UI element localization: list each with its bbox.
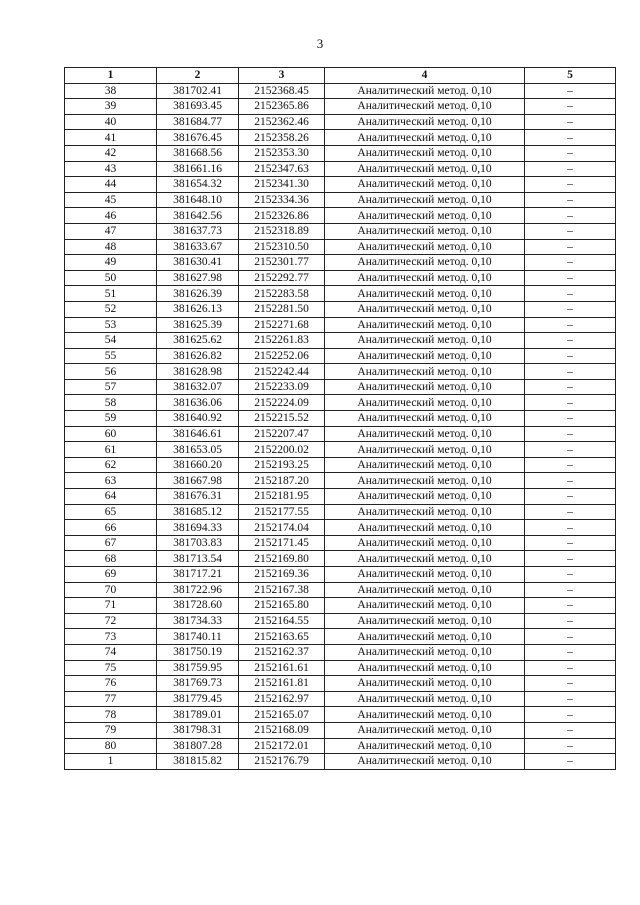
y-coordinate-cell: 2152167.38: [239, 582, 325, 598]
x-coordinate-cell: 381646.61: [157, 426, 239, 442]
point-number-cell: 59: [65, 411, 157, 427]
method-cell: Аналитический метод. 0,10: [325, 177, 525, 193]
point-number-cell: 71: [65, 598, 157, 614]
point-number-cell: 50: [65, 270, 157, 286]
table-row: [65, 177, 616, 193]
table-row: [65, 239, 616, 255]
point-number-cell: 40: [65, 114, 157, 130]
method-cell: Аналитический метод. 0,10: [325, 411, 525, 427]
y-coordinate-cell: 2152200.02: [239, 442, 325, 458]
remark-cell: –: [525, 379, 616, 395]
x-coordinate-cell: 381667.98: [157, 473, 239, 489]
remark-cell: –: [525, 426, 616, 442]
x-coordinate-cell: 381676.31: [157, 489, 239, 505]
remark-cell: –: [525, 473, 616, 489]
remark-cell: –: [525, 223, 616, 239]
point-number-cell: 75: [65, 660, 157, 676]
x-coordinate-cell: 381626.82: [157, 348, 239, 364]
method-cell: Аналитический метод. 0,10: [325, 130, 525, 146]
remark-cell: –: [525, 520, 616, 536]
x-coordinate-cell: 381676.45: [157, 130, 239, 146]
point-number-cell: 63: [65, 473, 157, 489]
method-cell: Аналитический метод. 0,10: [325, 364, 525, 380]
point-number-cell: 62: [65, 457, 157, 473]
remark-cell: –: [525, 83, 616, 99]
y-coordinate-cell: 2152261.83: [239, 333, 325, 349]
method-cell: Аналитический метод. 0,10: [325, 629, 525, 645]
method-cell: Аналитический метод. 0,10: [325, 644, 525, 660]
x-coordinate-cell: 381703.83: [157, 535, 239, 551]
y-coordinate-cell: 2152301.77: [239, 255, 325, 271]
table-row: [65, 317, 616, 333]
method-cell: Аналитический метод. 0,10: [325, 208, 525, 224]
x-coordinate-cell: 381779.45: [157, 691, 239, 707]
y-coordinate-cell: 2152165.80: [239, 598, 325, 614]
column-header-2: 2: [157, 68, 239, 84]
table-row: [65, 192, 616, 208]
x-coordinate-cell: 381625.39: [157, 317, 239, 333]
x-coordinate-cell: 381632.07: [157, 379, 239, 395]
table-row: [65, 457, 616, 473]
x-coordinate-cell: 381722.96: [157, 582, 239, 598]
table-row: [65, 598, 616, 614]
remark-cell: –: [525, 192, 616, 208]
point-number-cell: 70: [65, 582, 157, 598]
point-number-cell: 61: [65, 442, 157, 458]
x-coordinate-cell: 381759.95: [157, 660, 239, 676]
x-coordinate-cell: 381661.16: [157, 161, 239, 177]
remark-cell: –: [525, 239, 616, 255]
remark-cell: –: [525, 395, 616, 411]
y-coordinate-cell: 2152271.68: [239, 317, 325, 333]
method-cell: Аналитический метод. 0,10: [325, 395, 525, 411]
table-row: [65, 504, 616, 520]
point-number-cell: 47: [65, 223, 157, 239]
remark-cell: –: [525, 598, 616, 614]
table-row: [65, 489, 616, 505]
y-coordinate-cell: 2152341.30: [239, 177, 325, 193]
method-cell: Аналитический метод. 0,10: [325, 255, 525, 271]
column-header-3: 3: [239, 68, 325, 84]
y-coordinate-cell: 2152161.81: [239, 676, 325, 692]
method-cell: Аналитический метод. 0,10: [325, 707, 525, 723]
y-coordinate-cell: 2152162.97: [239, 691, 325, 707]
y-coordinate-cell: 2152365.86: [239, 99, 325, 115]
remark-cell: –: [525, 629, 616, 645]
x-coordinate-cell: 381798.31: [157, 722, 239, 738]
method-cell: Аналитический метод. 0,10: [325, 691, 525, 707]
method-cell: Аналитический метод. 0,10: [325, 239, 525, 255]
method-cell: Аналитический метод. 0,10: [325, 333, 525, 349]
y-coordinate-cell: 2152162.37: [239, 644, 325, 660]
point-number-cell: 79: [65, 722, 157, 738]
y-coordinate-cell: 2152353.30: [239, 145, 325, 161]
y-coordinate-cell: 2152163.65: [239, 629, 325, 645]
table-row: [65, 83, 616, 99]
table-row: [65, 333, 616, 349]
method-cell: Аналитический метод. 0,10: [325, 426, 525, 442]
x-coordinate-cell: 381685.12: [157, 504, 239, 520]
table-row: [65, 754, 616, 770]
point-number-cell: 46: [65, 208, 157, 224]
table-row: [65, 738, 616, 754]
x-coordinate-cell: 381628.98: [157, 364, 239, 380]
point-number-cell: 67: [65, 535, 157, 551]
table-row: [65, 395, 616, 411]
remark-cell: –: [525, 676, 616, 692]
x-coordinate-cell: 381626.39: [157, 286, 239, 302]
point-number-cell: 53: [65, 317, 157, 333]
method-cell: Аналитический метод. 0,10: [325, 598, 525, 614]
y-coordinate-cell: 2152171.45: [239, 535, 325, 551]
point-number-cell: 74: [65, 644, 157, 660]
method-cell: Аналитический метод. 0,10: [325, 489, 525, 505]
x-coordinate-cell: 381713.54: [157, 551, 239, 567]
x-coordinate-cell: 381637.73: [157, 223, 239, 239]
y-coordinate-cell: 2152174.04: [239, 520, 325, 536]
y-coordinate-cell: 2152358.26: [239, 130, 325, 146]
point-number-cell: 66: [65, 520, 157, 536]
method-cell: Аналитический метод. 0,10: [325, 551, 525, 567]
y-coordinate-cell: 2152283.58: [239, 286, 325, 302]
y-coordinate-cell: 2152362.46: [239, 114, 325, 130]
table-header-row: [65, 68, 616, 84]
table-row: [65, 223, 616, 239]
x-coordinate-cell: 381625.62: [157, 333, 239, 349]
method-cell: Аналитический метод. 0,10: [325, 567, 525, 583]
point-number-cell: 39: [65, 99, 157, 115]
table-row: [65, 691, 616, 707]
x-coordinate-cell: 381642.56: [157, 208, 239, 224]
x-coordinate-cell: 381654.32: [157, 177, 239, 193]
point-number-cell: 54: [65, 333, 157, 349]
x-coordinate-cell: 381702.41: [157, 83, 239, 99]
y-coordinate-cell: 2152224.09: [239, 395, 325, 411]
point-number-cell: 41: [65, 130, 157, 146]
x-coordinate-cell: 381653.05: [157, 442, 239, 458]
y-coordinate-cell: 2152177.55: [239, 504, 325, 520]
remark-cell: –: [525, 567, 616, 583]
point-number-cell: 56: [65, 364, 157, 380]
column-header-5: 5: [525, 68, 616, 84]
y-coordinate-cell: 2152334.36: [239, 192, 325, 208]
method-cell: Аналитический метод. 0,10: [325, 317, 525, 333]
y-coordinate-cell: 2152164.55: [239, 613, 325, 629]
table-body: [65, 83, 616, 769]
point-number-cell: 1: [65, 754, 157, 770]
point-number-cell: 69: [65, 567, 157, 583]
remark-cell: –: [525, 333, 616, 349]
table-row: [65, 286, 616, 302]
y-coordinate-cell: 2152169.80: [239, 551, 325, 567]
point-number-cell: 65: [65, 504, 157, 520]
table-row: [65, 660, 616, 676]
remark-cell: –: [525, 286, 616, 302]
remark-cell: –: [525, 130, 616, 146]
method-cell: Аналитический метод. 0,10: [325, 145, 525, 161]
table-row: [65, 114, 616, 130]
point-number-cell: 77: [65, 691, 157, 707]
table-row: [65, 348, 616, 364]
y-coordinate-cell: 2152242.44: [239, 364, 325, 380]
y-coordinate-cell: 2152207.47: [239, 426, 325, 442]
x-coordinate-cell: 381636.06: [157, 395, 239, 411]
remark-cell: –: [525, 613, 616, 629]
x-coordinate-cell: 381633.67: [157, 239, 239, 255]
y-coordinate-cell: 2152169.36: [239, 567, 325, 583]
y-coordinate-cell: 2152165.07: [239, 707, 325, 723]
point-number-cell: 43: [65, 161, 157, 177]
y-coordinate-cell: 2152233.09: [239, 379, 325, 395]
point-number-cell: 68: [65, 551, 157, 567]
x-coordinate-cell: 381789.01: [157, 707, 239, 723]
table-row: [65, 629, 616, 645]
point-number-cell: 42: [65, 145, 157, 161]
y-coordinate-cell: 2152176.79: [239, 754, 325, 770]
remark-cell: –: [525, 114, 616, 130]
point-number-cell: 51: [65, 286, 157, 302]
point-number-cell: 38: [65, 83, 157, 99]
x-coordinate-cell: 381693.45: [157, 99, 239, 115]
table-row: [65, 535, 616, 551]
method-cell: Аналитический метод. 0,10: [325, 161, 525, 177]
remark-cell: –: [525, 99, 616, 115]
point-number-cell: 60: [65, 426, 157, 442]
point-number-cell: 52: [65, 301, 157, 317]
remark-cell: –: [525, 301, 616, 317]
table-row: [65, 208, 616, 224]
table-row: [65, 613, 616, 629]
remark-cell: –: [525, 161, 616, 177]
remark-cell: –: [525, 754, 616, 770]
x-coordinate-cell: 381694.33: [157, 520, 239, 536]
x-coordinate-cell: 381630.41: [157, 255, 239, 271]
remark-cell: –: [525, 177, 616, 193]
table-row: [65, 426, 616, 442]
method-cell: Аналитический метод. 0,10: [325, 676, 525, 692]
method-cell: Аналитический метод. 0,10: [325, 520, 525, 536]
x-coordinate-cell: 381769.73: [157, 676, 239, 692]
y-coordinate-cell: 2152281.50: [239, 301, 325, 317]
method-cell: Аналитический метод. 0,10: [325, 738, 525, 754]
y-coordinate-cell: 2152326.86: [239, 208, 325, 224]
remark-cell: –: [525, 255, 616, 271]
y-coordinate-cell: 2152292.77: [239, 270, 325, 286]
method-cell: Аналитический метод. 0,10: [325, 114, 525, 130]
y-coordinate-cell: 2152168.09: [239, 722, 325, 738]
y-coordinate-cell: 2152161.61: [239, 660, 325, 676]
remark-cell: –: [525, 317, 616, 333]
point-number-cell: 49: [65, 255, 157, 271]
point-number-cell: 73: [65, 629, 157, 645]
table-row: [65, 379, 616, 395]
method-cell: Аналитический метод. 0,10: [325, 99, 525, 115]
method-cell: Аналитический метод. 0,10: [325, 348, 525, 364]
page-number: 3: [316, 36, 324, 51]
point-number-cell: 55: [65, 348, 157, 364]
y-coordinate-cell: 2152252.06: [239, 348, 325, 364]
remark-cell: –: [525, 457, 616, 473]
table-row: [65, 161, 616, 177]
point-number-cell: 48: [65, 239, 157, 255]
x-coordinate-cell: 381640.92: [157, 411, 239, 427]
x-coordinate-cell: 381807.28: [157, 738, 239, 754]
table-row: [65, 722, 616, 738]
method-cell: Аналитический метод. 0,10: [325, 83, 525, 99]
remark-cell: –: [525, 582, 616, 598]
remark-cell: –: [525, 551, 616, 567]
method-cell: Аналитический метод. 0,10: [325, 660, 525, 676]
remark-cell: –: [525, 411, 616, 427]
table-row: [65, 130, 616, 146]
method-cell: Аналитический метод. 0,10: [325, 457, 525, 473]
y-coordinate-cell: 2152181.95: [239, 489, 325, 505]
remark-cell: –: [525, 270, 616, 286]
point-number-cell: 58: [65, 395, 157, 411]
method-cell: Аналитический метод. 0,10: [325, 473, 525, 489]
table-row: [65, 676, 616, 692]
remark-cell: –: [525, 691, 616, 707]
table-row: [65, 145, 616, 161]
method-cell: Аналитический метод. 0,10: [325, 722, 525, 738]
y-coordinate-cell: 2152193.25: [239, 457, 325, 473]
x-coordinate-cell: 381728.60: [157, 598, 239, 614]
table-row: [65, 99, 616, 115]
method-cell: Аналитический метод. 0,10: [325, 442, 525, 458]
remark-cell: –: [525, 535, 616, 551]
remark-cell: –: [525, 722, 616, 738]
remark-cell: –: [525, 442, 616, 458]
coordinates-table: [64, 67, 616, 770]
table-row: [65, 473, 616, 489]
y-coordinate-cell: 2152368.45: [239, 83, 325, 99]
method-cell: Аналитический метод. 0,10: [325, 535, 525, 551]
column-header-4: 4: [325, 68, 525, 84]
x-coordinate-cell: 381648.10: [157, 192, 239, 208]
y-coordinate-cell: 2152172.01: [239, 738, 325, 754]
remark-cell: –: [525, 504, 616, 520]
point-number-cell: 64: [65, 489, 157, 505]
point-number-cell: 76: [65, 676, 157, 692]
point-number-cell: 72: [65, 613, 157, 629]
remark-cell: –: [525, 348, 616, 364]
table-row: [65, 364, 616, 380]
point-number-cell: 44: [65, 177, 157, 193]
x-coordinate-cell: 381734.33: [157, 613, 239, 629]
method-cell: Аналитический метод. 0,10: [325, 582, 525, 598]
table-row: [65, 442, 616, 458]
x-coordinate-cell: 381668.56: [157, 145, 239, 161]
point-number-cell: 80: [65, 738, 157, 754]
method-cell: Аналитический метод. 0,10: [325, 613, 525, 629]
y-coordinate-cell: 2152347.63: [239, 161, 325, 177]
point-number-cell: 57: [65, 379, 157, 395]
table-row: [65, 567, 616, 583]
method-cell: Аналитический метод. 0,10: [325, 223, 525, 239]
y-coordinate-cell: 2152215.52: [239, 411, 325, 427]
method-cell: Аналитический метод. 0,10: [325, 379, 525, 395]
table-row: [65, 270, 616, 286]
remark-cell: –: [525, 644, 616, 660]
remark-cell: –: [525, 707, 616, 723]
table-row: [65, 255, 616, 271]
table-row: [65, 301, 616, 317]
method-cell: Аналитический метод. 0,10: [325, 286, 525, 302]
table-row: [65, 644, 616, 660]
x-coordinate-cell: 381740.11: [157, 629, 239, 645]
x-coordinate-cell: 381627.98: [157, 270, 239, 286]
x-coordinate-cell: 381815.82: [157, 754, 239, 770]
y-coordinate-cell: 2152318.89: [239, 223, 325, 239]
y-coordinate-cell: 2152187.20: [239, 473, 325, 489]
remark-cell: –: [525, 364, 616, 380]
x-coordinate-cell: 381684.77: [157, 114, 239, 130]
method-cell: Аналитический метод. 0,10: [325, 270, 525, 286]
table-row: [65, 411, 616, 427]
method-cell: Аналитический метод. 0,10: [325, 301, 525, 317]
y-coordinate-cell: 2152310.50: [239, 239, 325, 255]
table-row: [65, 707, 616, 723]
method-cell: Аналитический метод. 0,10: [325, 192, 525, 208]
table-row: [65, 582, 616, 598]
method-cell: Аналитический метод. 0,10: [325, 504, 525, 520]
x-coordinate-cell: 381717.21: [157, 567, 239, 583]
remark-cell: –: [525, 208, 616, 224]
x-coordinate-cell: 381750.19: [157, 644, 239, 660]
column-header-1: 1: [65, 68, 157, 84]
x-coordinate-cell: 381660.20: [157, 457, 239, 473]
x-coordinate-cell: 381626.13: [157, 301, 239, 317]
table-row: [65, 551, 616, 567]
point-number-cell: 45: [65, 192, 157, 208]
remark-cell: –: [525, 489, 616, 505]
remark-cell: –: [525, 738, 616, 754]
method-cell: Аналитический метод. 0,10: [325, 754, 525, 770]
remark-cell: –: [525, 660, 616, 676]
remark-cell: –: [525, 145, 616, 161]
point-number-cell: 78: [65, 707, 157, 723]
table-row: [65, 520, 616, 536]
